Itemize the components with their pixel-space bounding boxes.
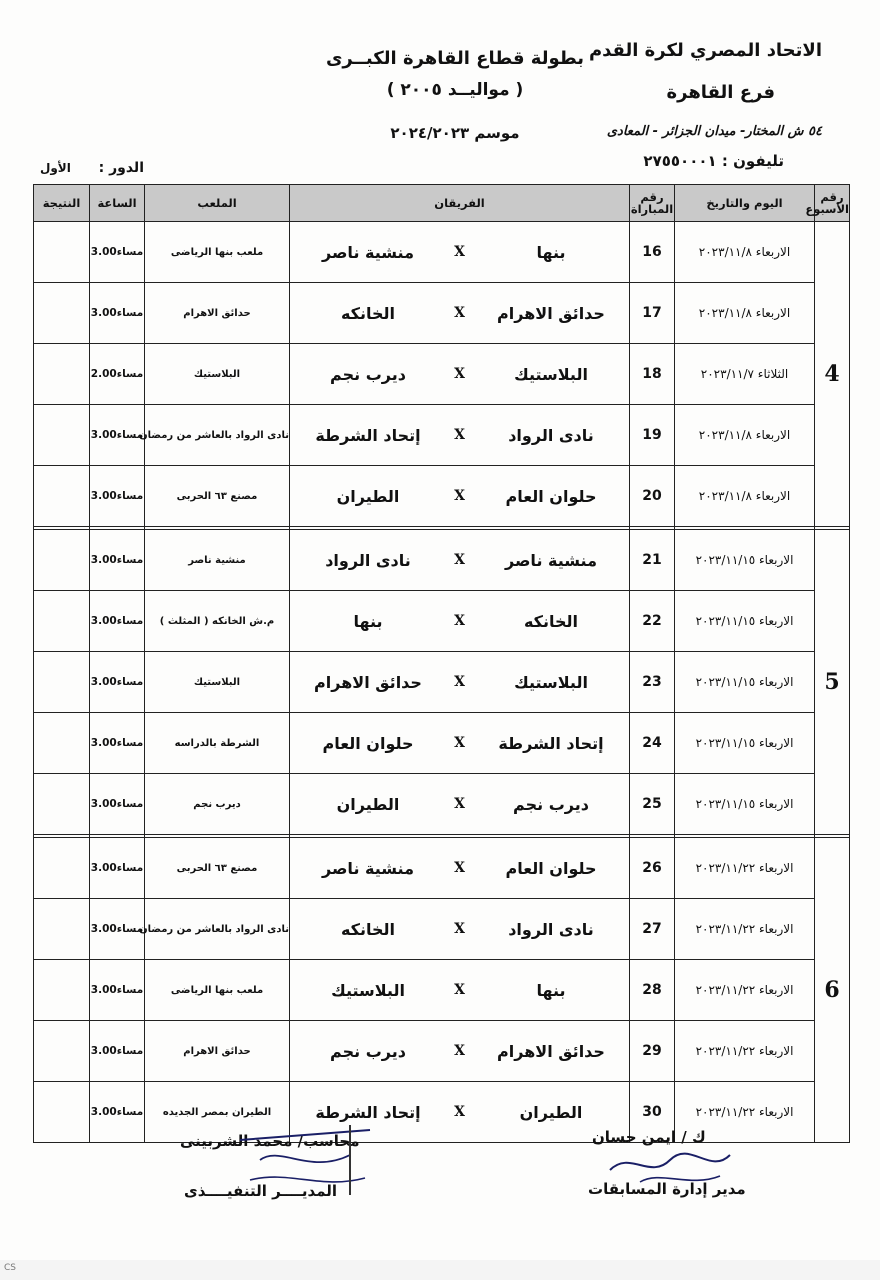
match-teams xyxy=(290,344,630,405)
match-stadium: ديرب نجم xyxy=(145,774,290,835)
address-icon: ٥٤ xyxy=(808,124,822,139)
home-team: حدائق الاهرام xyxy=(497,1041,605,1061)
versus-mark: X xyxy=(454,796,465,812)
away-team: نادى الرواد xyxy=(325,550,411,570)
table-header-row xyxy=(34,185,850,222)
match-teams xyxy=(290,774,630,835)
match-stadium: نادى الرواد بالعاشر من رمضان xyxy=(145,899,290,960)
match-stadium: الطيران بمصر الجديده xyxy=(145,1082,290,1143)
home-team: منشية ناصر xyxy=(505,550,597,570)
table-row xyxy=(34,960,850,1021)
match-time: 3.00مساء xyxy=(90,1021,145,1082)
match-number: 18 xyxy=(630,344,675,405)
match-result xyxy=(34,774,90,835)
match-stadium: منشية ناصر xyxy=(145,530,290,591)
match-stadium: مصنع ٦٣ الحربى xyxy=(145,466,290,527)
away-team: البلاستيك xyxy=(331,980,405,1000)
match-date: الاربعاء ٢٠٢٣/١١/٨ xyxy=(675,466,815,527)
match-stadium: البلاستيك xyxy=(145,652,290,713)
branch-name: فرع القاهرة xyxy=(666,82,775,103)
address xyxy=(607,124,822,139)
match-date: الاربعاء ٢٠٢٣/١١/٢٢ xyxy=(675,960,815,1021)
table-row xyxy=(34,652,850,713)
versus-mark: X xyxy=(454,305,465,321)
schedule-body xyxy=(34,222,850,1143)
match-teams xyxy=(290,222,630,283)
table-row xyxy=(34,591,850,652)
versus-mark: X xyxy=(454,921,465,937)
match-number: 22 xyxy=(630,591,675,652)
match-stadium: حدائق الاهرام xyxy=(145,1021,290,1082)
match-result xyxy=(34,1082,90,1143)
match-result xyxy=(34,466,90,527)
versus-mark: X xyxy=(454,982,465,998)
away-team: إتحاد الشرطة xyxy=(315,1102,421,1122)
versus-mark: X xyxy=(454,366,465,382)
signature-stamp-left xyxy=(230,1120,380,1200)
away-team: الطيران xyxy=(336,794,400,814)
home-team: حلوان العام xyxy=(505,486,597,506)
away-team: ديرب نجم xyxy=(330,364,406,384)
match-result xyxy=(34,283,90,344)
match-date: الثلاثاء ٢٠٢٣/١١/٧ xyxy=(675,344,815,405)
signature-right-name: ك / ايمن حسان xyxy=(592,1128,706,1146)
scanner-watermark-bar xyxy=(0,1260,880,1280)
match-number: 21 xyxy=(630,530,675,591)
col-stadium: الملعب xyxy=(145,185,290,222)
match-date: الاربعاء ٢٠٢٣/١١/٨ xyxy=(675,283,815,344)
match-date: الاربعاء ٢٠٢٣/١١/٨ xyxy=(675,405,815,466)
match-number: 27 xyxy=(630,899,675,960)
match-date: الاربعاء ٢٠٢٣/١١/١٥ xyxy=(675,652,815,713)
versus-mark: X xyxy=(454,488,465,504)
table-row xyxy=(34,466,850,527)
match-number: 25 xyxy=(630,774,675,835)
week-number: 5 xyxy=(815,530,850,835)
signature-left-title: المديــــر التنفيــــذى xyxy=(184,1182,338,1200)
versus-mark: X xyxy=(454,735,465,751)
address-text: ش المختار- ميدان الجزائر - المعادى xyxy=(606,124,804,139)
match-result xyxy=(34,405,90,466)
match-teams xyxy=(290,405,630,466)
round-label: الدور : xyxy=(98,160,144,176)
match-date: الاربعاء ٢٠٢٣/١١/١٥ xyxy=(675,530,815,591)
col-result: النتيجة xyxy=(34,185,90,222)
match-time: 3.00مساء xyxy=(90,283,145,344)
match-time: 3.00مساء xyxy=(90,899,145,960)
table-row xyxy=(34,713,850,774)
versus-mark: X xyxy=(454,1104,465,1120)
match-number: 26 xyxy=(630,838,675,899)
match-date: الاربعاء ٢٠٢٣/١١/٢٢ xyxy=(675,1021,815,1082)
match-time: 3.00مساء xyxy=(90,1082,145,1143)
match-teams xyxy=(290,960,630,1021)
match-date: الاربعاء ٢٠٢٣/١١/٢٢ xyxy=(675,1082,815,1143)
versus-mark: X xyxy=(454,244,465,260)
match-result xyxy=(34,1021,90,1082)
championship-title: بطولة قطاع القاهرة الكبــرى xyxy=(325,48,585,69)
match-number: 30 xyxy=(630,1082,675,1143)
season: موسم ٢٠٢٤/٢٠٢٣ xyxy=(390,124,520,142)
org-name: الاتحاد المصري لكرة القدم xyxy=(588,40,822,61)
table-row xyxy=(34,1021,850,1082)
home-team: حدائق الاهرام xyxy=(497,303,605,323)
match-time: 3.00مساء xyxy=(90,960,145,1021)
match-teams xyxy=(290,1021,630,1082)
match-teams xyxy=(290,652,630,713)
away-team: حدائق الاهرام xyxy=(314,672,422,692)
match-result xyxy=(34,960,90,1021)
match-teams xyxy=(290,838,630,899)
match-time: 3.00مساء xyxy=(90,222,145,283)
week-number: 6 xyxy=(815,838,850,1143)
home-team: الخانكه xyxy=(523,611,579,631)
match-stadium: مصنع ٦٣ الحربى xyxy=(145,838,290,899)
match-time: 2.00مساء xyxy=(90,344,145,405)
away-team: منشية ناصر xyxy=(322,242,414,262)
away-team: إتحاد الشرطة xyxy=(315,425,421,445)
match-number: 16 xyxy=(630,222,675,283)
versus-mark: X xyxy=(454,860,465,876)
signature-right-title: مدير إدارة المسابقات xyxy=(588,1180,746,1198)
table-row xyxy=(34,344,850,405)
table-row xyxy=(34,1082,850,1143)
match-teams xyxy=(290,899,630,960)
table-row xyxy=(34,530,850,591)
match-time: 3.00مساء xyxy=(90,652,145,713)
match-teams xyxy=(290,713,630,774)
table-row xyxy=(34,838,850,899)
round-label-wrap xyxy=(40,160,144,176)
home-team: الطيران xyxy=(519,1102,583,1122)
versus-mark: X xyxy=(454,674,465,690)
away-team: الخانكه xyxy=(340,919,396,939)
match-result xyxy=(34,838,90,899)
match-time: 3.00مساء xyxy=(90,591,145,652)
match-time: 3.00مساء xyxy=(90,405,145,466)
match-number: 20 xyxy=(630,466,675,527)
week-number: 4 xyxy=(815,222,850,527)
table-row xyxy=(34,405,850,466)
match-date: الاربعاء ٢٠٢٣/١١/١٥ xyxy=(675,713,815,774)
signature-scribble-right xyxy=(600,1140,740,1190)
match-number: 28 xyxy=(630,960,675,1021)
col-match-no: رقم المباراة xyxy=(630,185,675,222)
away-team: الخانكه xyxy=(340,303,396,323)
home-team: بنها xyxy=(536,242,566,262)
home-team: حلوان العام xyxy=(505,858,597,878)
match-result xyxy=(34,899,90,960)
match-teams xyxy=(290,591,630,652)
match-result xyxy=(34,222,90,283)
away-team: ديرب نجم xyxy=(330,1041,406,1061)
match-teams xyxy=(290,466,630,527)
match-result xyxy=(34,652,90,713)
home-team: بنها xyxy=(536,980,566,1000)
versus-mark: X xyxy=(454,613,465,629)
match-date: الاربعاء ٢٠٢٣/١١/٢٢ xyxy=(675,838,815,899)
match-number: 23 xyxy=(630,652,675,713)
home-team: ديرب نجم xyxy=(513,794,589,814)
match-result xyxy=(34,530,90,591)
match-result xyxy=(34,344,90,405)
match-result xyxy=(34,713,90,774)
versus-mark: X xyxy=(454,552,465,568)
home-team: البلاستيك xyxy=(514,364,588,384)
match-result xyxy=(34,591,90,652)
col-week: رقم الأسبوع xyxy=(815,185,850,222)
match-stadium: م.ش الخانكه ( المثلث ) xyxy=(145,591,290,652)
col-teams: الفريقان xyxy=(290,185,630,222)
away-team: حلوان العام xyxy=(322,733,414,753)
match-stadium: الشرطة بالدراسه xyxy=(145,713,290,774)
age-group: ( مواليــد ٢٠٠٥ ) xyxy=(386,80,524,100)
home-team: إتحاد الشرطة xyxy=(498,733,604,753)
scanner-logo-icon: CS xyxy=(4,1263,16,1273)
match-stadium: ملعب بنها الرياضى xyxy=(145,222,290,283)
versus-mark: X xyxy=(454,427,465,443)
away-team: بنها xyxy=(353,611,383,631)
match-number: 29 xyxy=(630,1021,675,1082)
match-teams xyxy=(290,283,630,344)
match-stadium: البلاستيك xyxy=(145,344,290,405)
match-time: 3.00مساء xyxy=(90,713,145,774)
match-number: 19 xyxy=(630,405,675,466)
away-team: الطيران xyxy=(336,486,400,506)
col-time: الساعة xyxy=(90,185,145,222)
match-time: 3.00مساء xyxy=(90,774,145,835)
table-row xyxy=(34,899,850,960)
away-team: منشية ناصر xyxy=(322,858,414,878)
table-row xyxy=(34,774,850,835)
match-number: 24 xyxy=(630,713,675,774)
match-date: الاربعاء ٢٠٢٣/١١/٢٢ xyxy=(675,899,815,960)
table-row xyxy=(34,222,850,283)
col-date: اليوم والتاريخ xyxy=(675,185,815,222)
match-time: 3.00مساء xyxy=(90,838,145,899)
home-team: نادى الرواد xyxy=(508,425,594,445)
match-stadium: نادى الرواد بالعاشر من رمضان xyxy=(145,405,290,466)
schedule-table xyxy=(33,184,850,1143)
phone: تليفون : ٢٧٥٥٠٠٠١ xyxy=(643,152,784,170)
match-teams xyxy=(290,530,630,591)
match-time: 3.00مساء xyxy=(90,530,145,591)
match-date: الاربعاء ٢٠٢٣/١١/١٥ xyxy=(675,591,815,652)
match-date: الاربعاء ٢٠٢٣/١١/٨ xyxy=(675,222,815,283)
signature-left-name: محاسب/ محمد الشربينى xyxy=(180,1132,360,1150)
home-team: نادى الرواد xyxy=(508,919,594,939)
round-value: الأول xyxy=(39,161,71,175)
match-stadium: ملعب بنها الرياضى xyxy=(145,960,290,1021)
match-time: 3.00مساء xyxy=(90,466,145,527)
match-stadium: حدائق الاهرام xyxy=(145,283,290,344)
table-row xyxy=(34,283,850,344)
match-date: الاربعاء ٢٠٢٣/١١/١٥ xyxy=(675,774,815,835)
home-team: البلاستيك xyxy=(514,672,588,692)
match-number: 17 xyxy=(630,283,675,344)
versus-mark: X xyxy=(454,1043,465,1059)
